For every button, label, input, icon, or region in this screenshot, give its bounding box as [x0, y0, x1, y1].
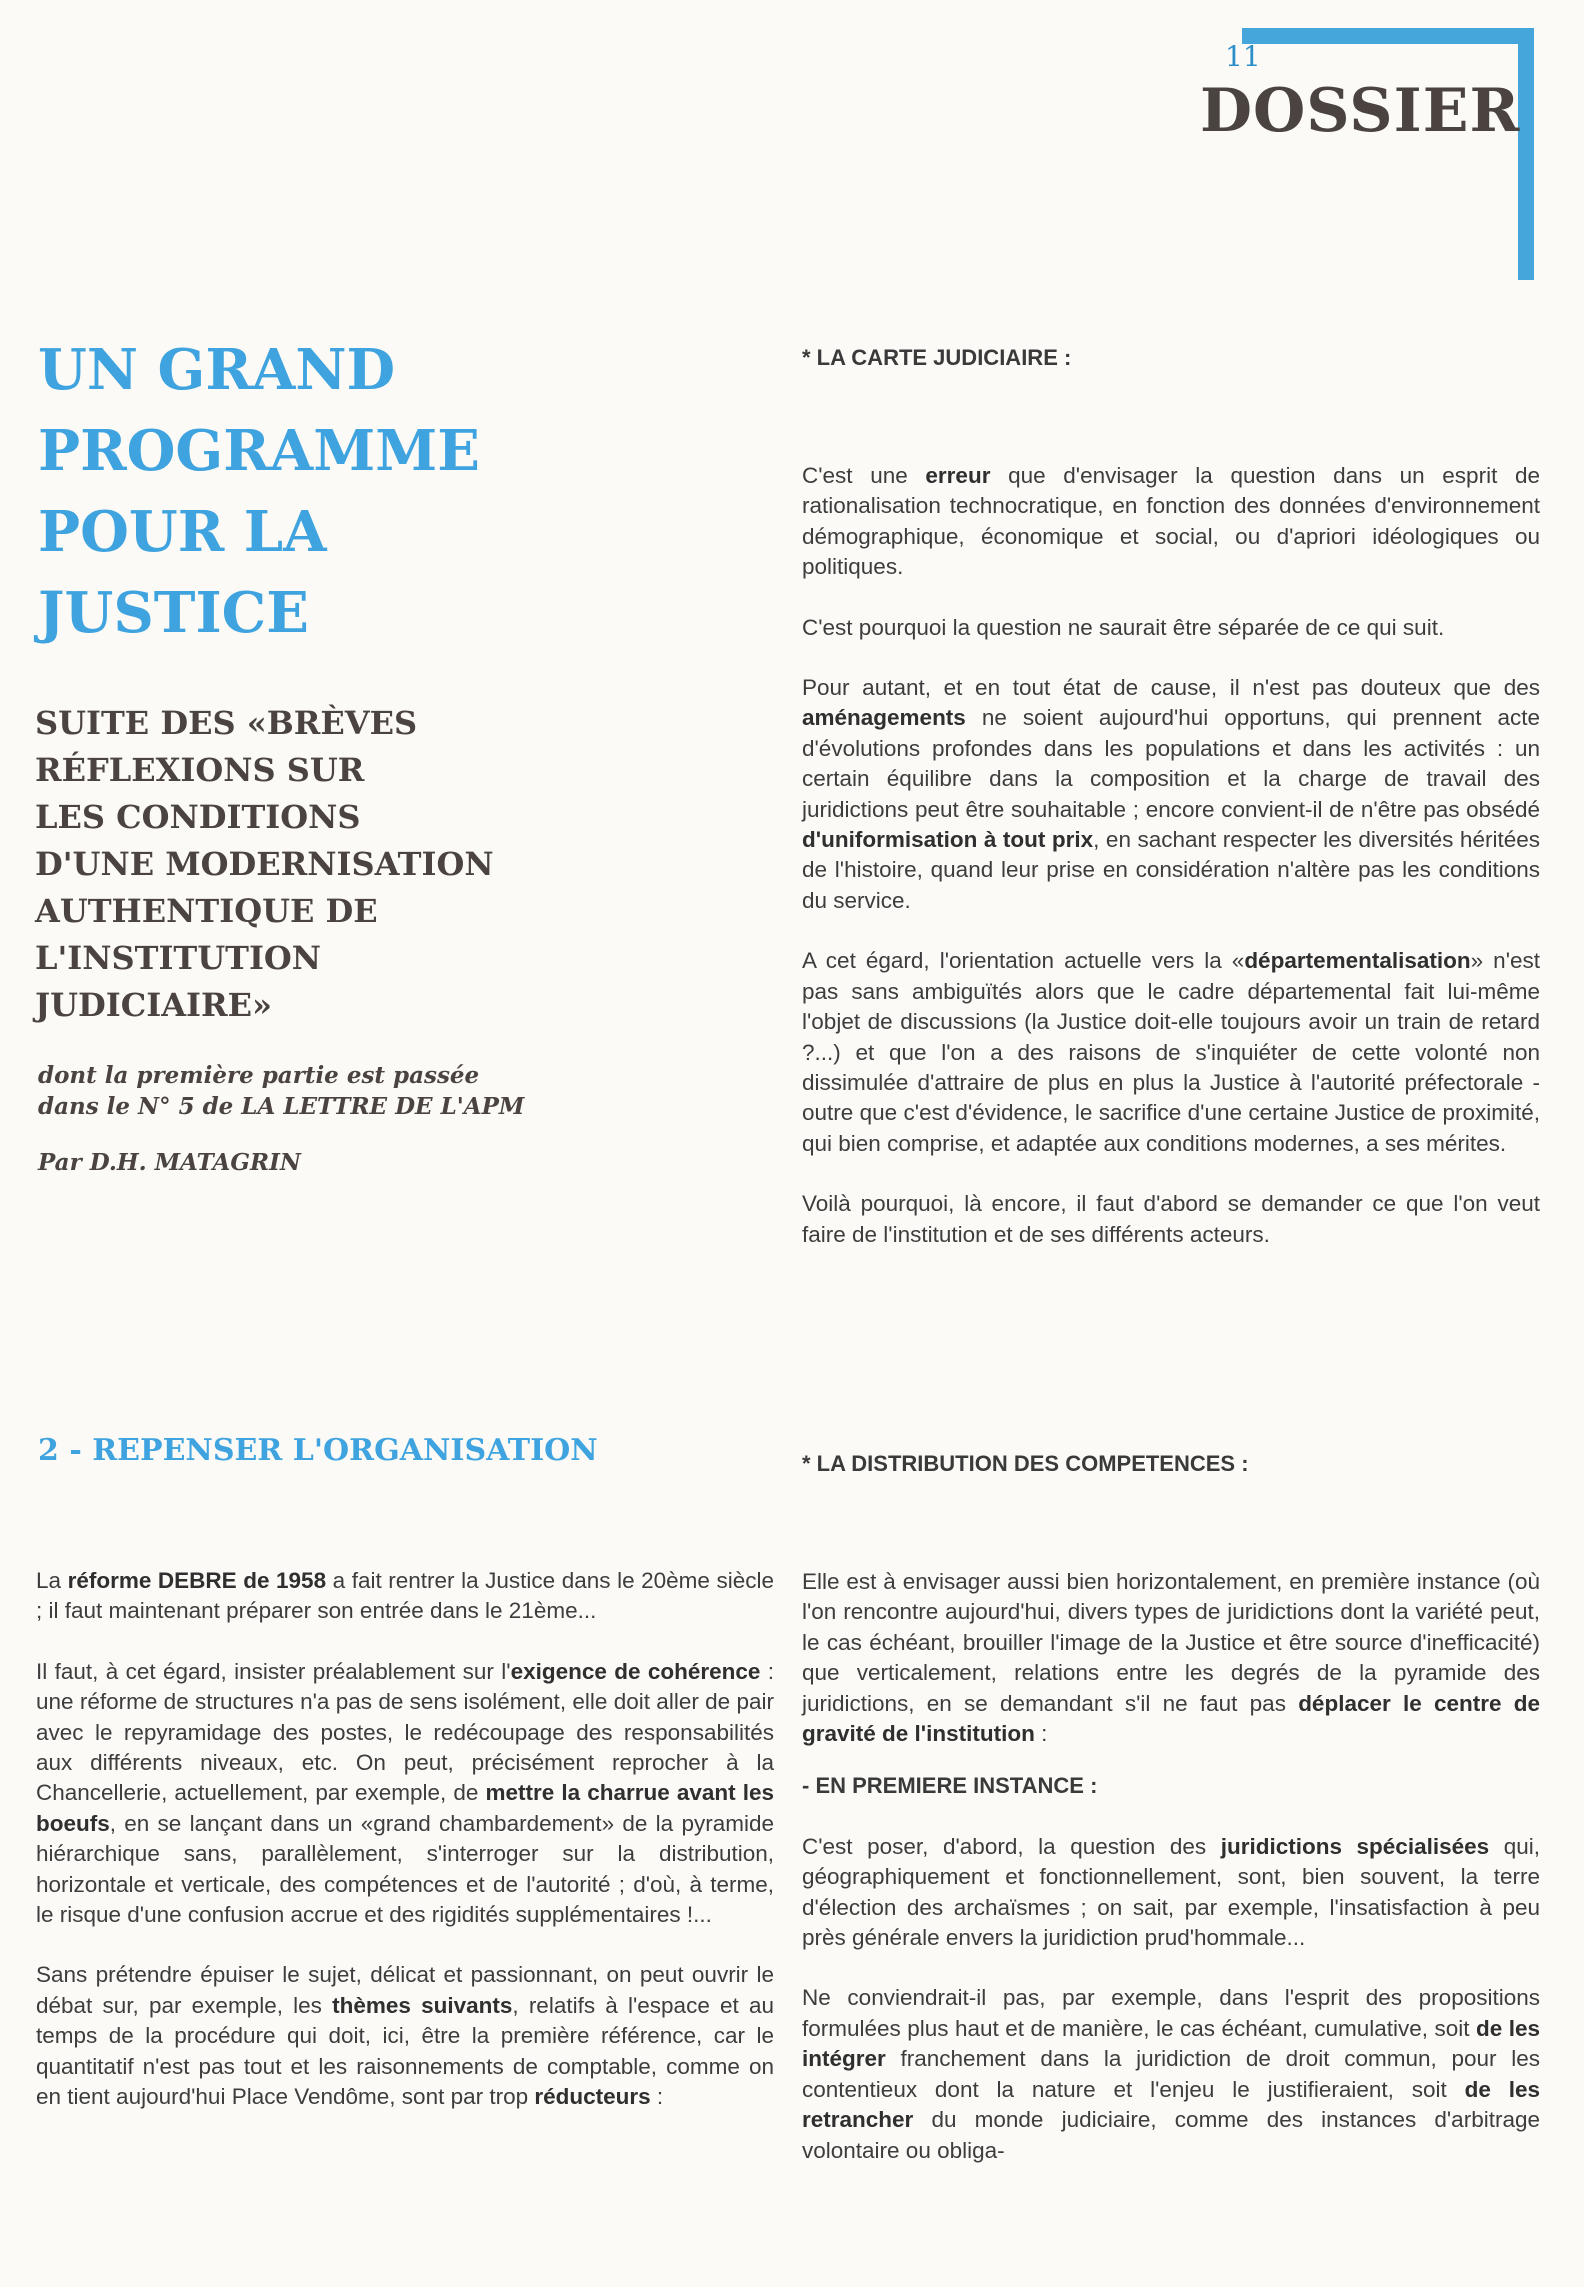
right-column-bottom — [802, 1567, 1540, 2166]
text: du monde judiciaire, comme des instances d'arbitrage volontaire ou obliga- — [802, 2107, 1540, 2163]
text: : — [650, 2084, 664, 2110]
corner-bracket-side — [1518, 28, 1534, 280]
title-line: PROGRAMME — [38, 418, 480, 484]
text: ne soient aujourd'hui opportuns, qui prennent acte d'évolutions profondes dans les populations et dans les activités : un certain équilibre dans la composition et la charge de travail des juridictions peut être souhaitable ; encore convient-il de n'être pas obsédé — [802, 705, 1540, 822]
text: Pour autant, et en tout état de cause, il n'est pas douteux que des — [802, 675, 1540, 701]
text: : une réforme de structures n'a pas de sens isolément, elle doit aller de pair avec le repyramidage des postes, le redécoupage des responsabilités aux différents niveaux, etc. On peut, précisément reprocher à la Chancellerie, actuellement, par exemple, de — [36, 1658, 774, 1806]
subtitle-line: SUITE DES «BRÈVES — [35, 704, 418, 742]
paragraph — [802, 1832, 1540, 1954]
emphasis: juridictions spécialisées — [1220, 1833, 1490, 1859]
paragraph — [802, 673, 1540, 916]
emphasis: exigence de cohérence — [510, 1658, 761, 1684]
title-line: JUSTICE — [38, 580, 309, 646]
right-column-top — [802, 461, 1540, 1250]
paragraph — [36, 1657, 774, 1931]
emphasis: déplacer le centre de gravité de l'institution — [802, 1690, 1540, 1747]
paragraph — [36, 1566, 774, 1627]
section-heading: 2 - REPENSER L'ORGANISATION — [38, 1433, 598, 1468]
text: C'est poser, d'abord, la question des — [802, 1833, 1221, 1859]
byline: Par D.H. MATAGRIN — [38, 1149, 301, 1176]
title-line: UN GRAND — [38, 337, 396, 403]
emphasis: réducteurs — [534, 2084, 651, 2110]
emphasis: réforme DEBRE de 1958 — [67, 1568, 327, 1593]
text: qui, géographiquement et fonctionnellement, sont, bien souvent, la terre d'élection des archaïsmes ; on sait, par exemple, l'insatisfaction à peu près générale envers la juridiction prud'hommale... — [802, 1833, 1540, 1951]
paragraph — [36, 1960, 774, 2112]
subtitle-line: D'UNE MODERNISATION — [35, 845, 494, 883]
emphasis: départementalisation — [1244, 948, 1471, 974]
intro-line: dans le N° 5 de LA LETTRE DE L'APM — [38, 1093, 525, 1120]
left-column — [36, 1566, 774, 2113]
paragraph — [802, 1983, 1540, 2165]
article-subtitle — [35, 700, 755, 1029]
text: A cet égard, l'orientation actuelle vers la « — [802, 948, 1245, 974]
text: Ne conviendrait-il pas, par exemple, dans l'esprit des propositions formulées plus haut et de manière, le cas échéant, cumulative, soit — [802, 1985, 1540, 2041]
text: franchement dans la juridiction de droit commun, pour les contentieux dont la nature et l'enjeu le justifieraient, soit — [802, 2046, 1540, 2102]
section-label: DOSSIER — [1200, 76, 1521, 146]
emphasis: erreur — [925, 463, 991, 488]
paragraph — [802, 1567, 1540, 1749]
emphasis: aménagements — [802, 705, 966, 731]
subtitle-line: L'INSTITUTION — [35, 939, 322, 977]
text: La — [36, 1568, 68, 1593]
page-number: 11 — [1225, 40, 1261, 73]
heading-distribution-competences: * LA DISTRIBUTION DES COMPETENCES : — [802, 1451, 1249, 1476]
emphasis: thèmes suivants — [332, 1992, 513, 2018]
text: a fait rentrer la Justice dans le 20ème siècle ; il faut maintenant préparer son entrée dans le 21ème... — [36, 1568, 774, 1624]
emphasis: mettre la charrue avant les boeufs — [36, 1780, 775, 1836]
title-line: POUR LA — [38, 499, 327, 565]
paragraph: Voilà pourquoi, là encore, il faut d'abord se demander ce que l'on veut faire de l'institution et de ses différents acteurs. — [802, 1191, 1540, 1247]
text: Il faut, à cet égard, insister préalablement sur l' — [36, 1658, 511, 1684]
heading-carte-judiciaire: * LA CARTE JUDICIAIRE : — [802, 345, 1072, 370]
emphasis: de les intégrer — [802, 2015, 1540, 2072]
intro-note — [38, 1060, 758, 1122]
text: , en sachant respecter les diversités héritées de l'histoire, quand leur prise en considération n'altère pas les conditions du service. — [802, 827, 1540, 913]
subtitle-line: JUDICIAIRE» — [35, 986, 272, 1024]
corner-bracket-top — [1242, 28, 1534, 44]
text: Sans prétendre épuiser le sujet, délicat et passionnant, on peut ouvrir le débat sur, par exemple, les — [36, 1962, 774, 2018]
intro-line: dont la première partie est passée — [38, 1062, 480, 1089]
subtitle-line: RÉFLEXIONS SUR — [35, 751, 365, 789]
paragraph — [802, 946, 1540, 1159]
emphasis: de les retrancher — [802, 2076, 1540, 2133]
subtitle-line: LES CONDITIONS — [35, 798, 361, 836]
subtitle-line: AUTHENTIQUE DE — [35, 892, 378, 930]
article-title — [38, 330, 738, 654]
text: , relatifs à l'espace et au temps de la procédure qui doit, ici, être la première référence, car le quantitatif n'est pas tout et les raisonnements de comptable, comme on en tient aujourd'hui Place Vendôme, sont par trop — [36, 1992, 774, 2110]
text: C'est une — [802, 463, 926, 488]
paragraph — [802, 461, 1540, 583]
text: que d'envisager la question dans un esprit de rationalisation technocratique, en fonction des données d'environnement démographique, économique et social, ou d'apriori idéologiques ou politiques. — [802, 463, 1540, 580]
paragraph: C'est pourquoi la question ne saurait être séparée de ce qui suit. — [802, 614, 1445, 640]
text: : — [1034, 1721, 1048, 1747]
text: » n'est pas sans ambiguïtés alors que le cadre départemental fait lui-même l'objet de discussions (la Justice doit-elle toujours avoir un train de retard ?...) et que l'on a des raisons de s'inquiéter de cette volonté non dissimulée d'attraire de plus en plus la Justice à l'autorité préfectorale - outre que c'est d'évidence, le sacrifice d'une certaine Justice de proximité, qui bien comprise, et adaptée aux conditions modernes, a ses mérites. — [802, 948, 1541, 1156]
heading-premiere-instance: - EN PREMIERE INSTANCE : — [802, 1773, 1098, 1799]
text: Elle est à envisager aussi bien horizontalement, en première instance (où l'on rencontre aujourd'hui, divers types de juridictions dont la variété peut, le cas échéant, brouiller l'image de la Justice et être source d'inefficacité) que verticalement, relations entre les degrés de la pyramide des juridictions, en se demandant s'il ne faut pas — [802, 1569, 1540, 1716]
emphasis: d'uniformisation à tout prix — [802, 827, 1094, 853]
text: , en se lançant dans un «grand chambardement» de la pyramide hiérarchique sans, parallèlement, s'interroger sur la distribution, horizontale et verticale, des compétences et de l'autorité ; d'où, à terme, le risque d'une confusion accrue et des rigidités supplémentaires !... — [36, 1810, 774, 1928]
